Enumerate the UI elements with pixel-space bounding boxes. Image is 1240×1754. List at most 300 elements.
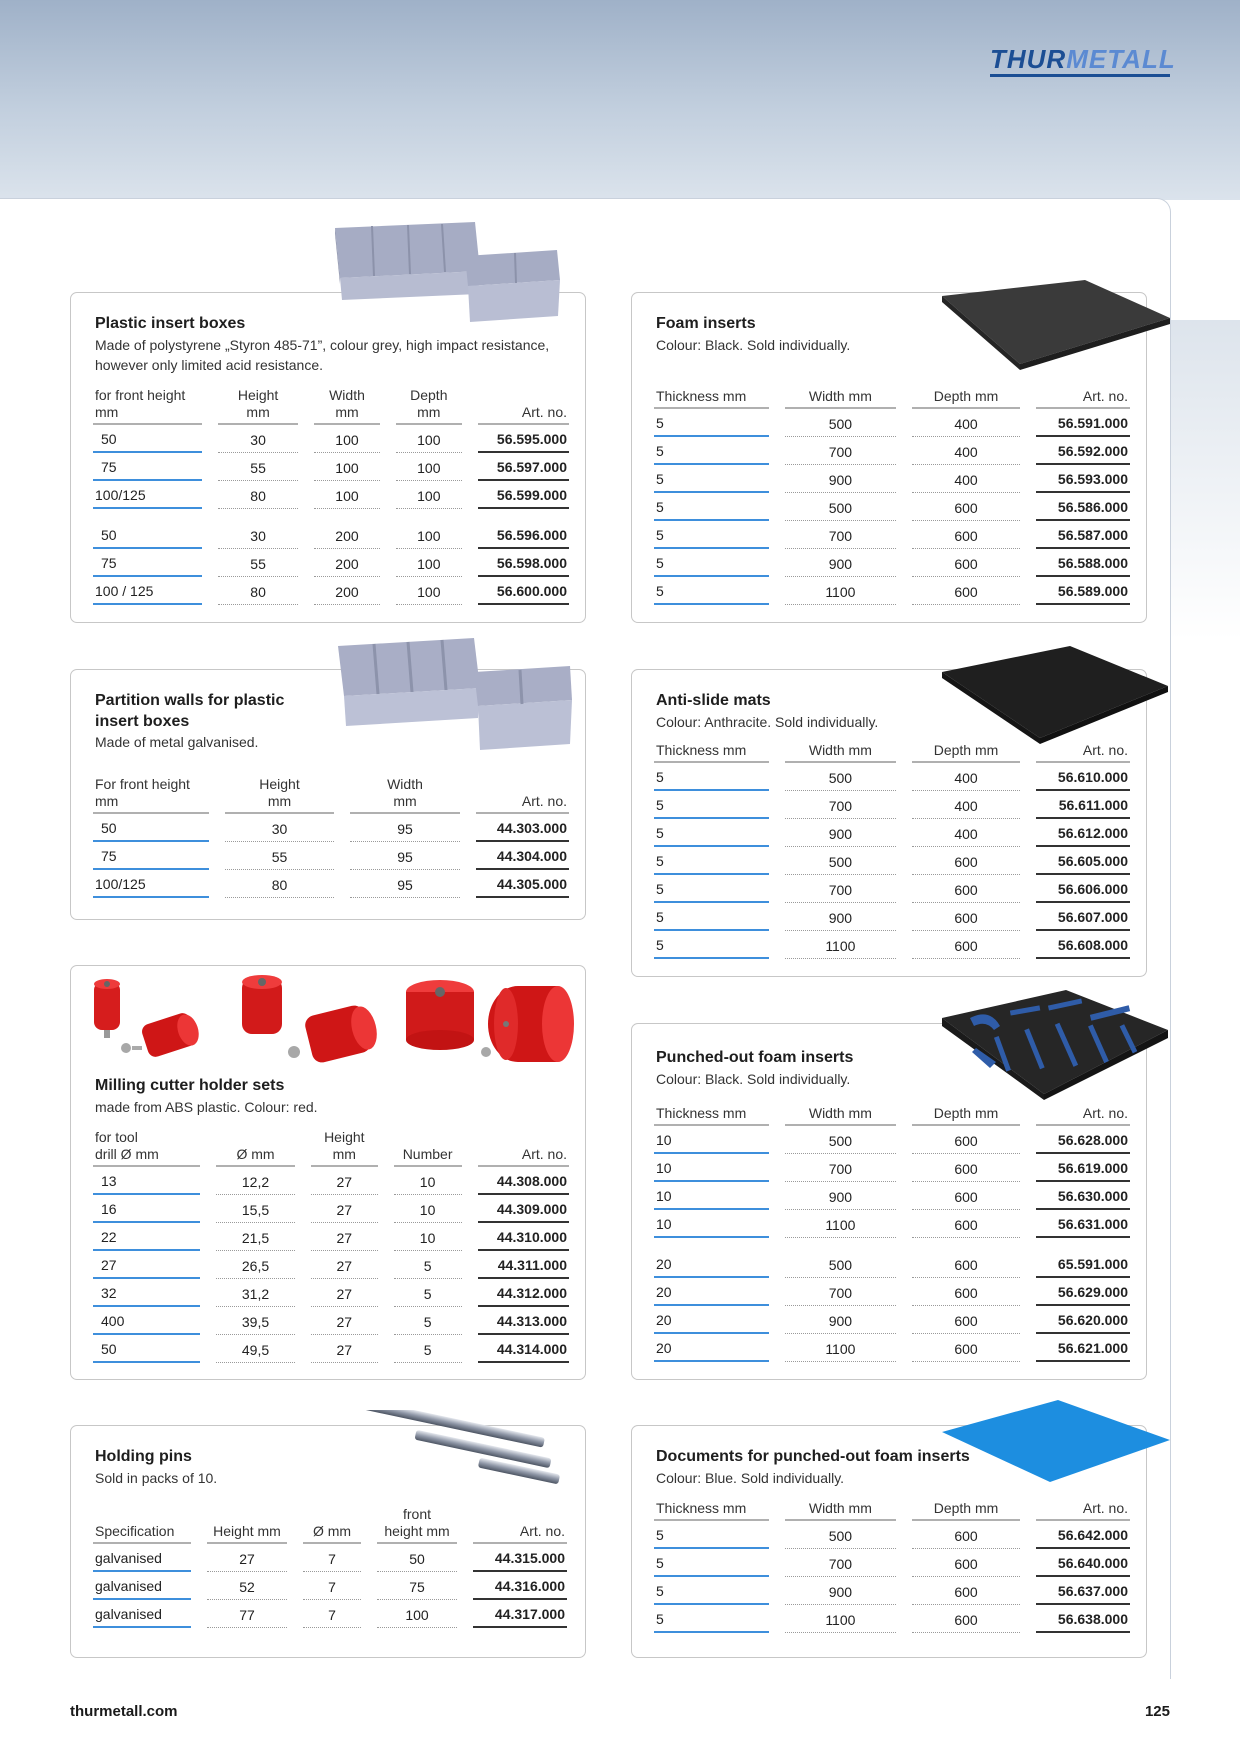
table-cell: galvanised (93, 1600, 191, 1628)
article-number: 56.628.000 (1036, 1126, 1130, 1154)
table-cell: 5 (654, 931, 769, 959)
plastic-boxes-photo (330, 216, 565, 326)
article-number: 56.593.000 (1036, 465, 1130, 493)
table-cell: 600 (912, 549, 1021, 577)
table-header-row (93, 1506, 567, 1544)
table-cell: 5 (654, 1549, 769, 1577)
partition-walls-photo (334, 632, 574, 754)
table-cell: 600 (912, 1549, 1021, 1577)
header-band (0, 0, 1240, 200)
table-cell: 5 (654, 1521, 769, 1549)
table-cell: 200 (314, 521, 380, 549)
table-cell: 95 (350, 870, 459, 898)
logo-part-2: METALL (1066, 44, 1176, 74)
column-header: For front height mm (93, 776, 209, 814)
table-cell: 5 (654, 521, 769, 549)
table-row (654, 437, 1130, 465)
table-cell: galvanised (93, 1544, 191, 1572)
article-number: 56.592.000 (1036, 437, 1130, 465)
table-row (93, 1544, 567, 1572)
spec-table (638, 742, 1146, 959)
table-cell: 30 (218, 425, 298, 453)
table-cell: 10 (654, 1154, 769, 1182)
table-cell: 52 (207, 1572, 287, 1600)
article-number: 44.309.000 (478, 1195, 569, 1223)
table-cell: 5 (394, 1307, 462, 1335)
table-cell: 100 (314, 481, 380, 509)
table-row (654, 903, 1130, 931)
table-cell: 32 (93, 1279, 200, 1307)
table-cell: 5 (654, 763, 769, 791)
table-row (654, 1182, 1130, 1210)
table-cell: 600 (912, 1334, 1021, 1362)
table-row (654, 763, 1130, 791)
column-header: Depth mm (912, 1105, 1021, 1126)
card-title: Punched-out foam inserts (656, 1049, 854, 1066)
article-number: 65.591.000 (1036, 1250, 1130, 1278)
article-number: 56.591.000 (1036, 409, 1130, 437)
table-header-row (654, 1500, 1130, 1521)
table-cell: 700 (785, 875, 896, 903)
table-cell: 100/125 (93, 481, 202, 509)
table-cell: 900 (785, 819, 896, 847)
table-header-row (654, 742, 1130, 763)
article-number: 56.631.000 (1036, 1210, 1130, 1238)
row-spacer (654, 1238, 1130, 1250)
table-row (93, 549, 569, 577)
table-cell: 27 (311, 1167, 378, 1195)
column-header: Art. no. (476, 776, 569, 814)
column-header: Width mm (350, 776, 459, 814)
card-description: Colour: Black. Sold individually. (656, 337, 851, 353)
table-cell: 700 (785, 1549, 896, 1577)
column-header: Art. no. (478, 387, 569, 425)
table-cell: 22 (93, 1223, 200, 1251)
column-header: Height mm (311, 1129, 378, 1167)
table-row (93, 425, 569, 453)
table-row (654, 791, 1130, 819)
article-number: 56.638.000 (1036, 1605, 1130, 1633)
table-row (93, 1251, 569, 1279)
table-cell: 100 (314, 425, 380, 453)
article-number: 56.606.000 (1036, 875, 1130, 903)
table-cell: 5 (654, 577, 769, 605)
table-cell: 100 (396, 481, 462, 509)
table-cell: 500 (785, 847, 896, 875)
article-number: 56.589.000 (1036, 577, 1130, 605)
table-cell: 80 (218, 481, 298, 509)
column-header: Height mm (218, 387, 298, 425)
table-cell: 400 (912, 763, 1021, 791)
card-title: Plastic insert boxes (95, 315, 246, 332)
table-cell: 1100 (785, 931, 896, 959)
table-cell: 55 (218, 453, 298, 481)
table-header-row (93, 776, 569, 814)
table-header-row (93, 1129, 569, 1167)
table-cell: 700 (785, 1154, 896, 1182)
table-cell: 200 (314, 549, 380, 577)
table-cell: 100 / 125 (93, 577, 202, 605)
table-cell: 15,5 (216, 1195, 295, 1223)
table-row (654, 1334, 1130, 1362)
table-cell: 900 (785, 1306, 896, 1334)
column-header: Art. no. (473, 1506, 567, 1544)
table-row (93, 1600, 567, 1628)
row-spacer (93, 509, 569, 521)
table-cell: 5 (654, 549, 769, 577)
table-cell: 400 (912, 819, 1021, 847)
table-cell: 400 (912, 465, 1021, 493)
table-row (654, 931, 1130, 959)
table-cell: 5 (654, 791, 769, 819)
column-header: for tool drill Ø mm (93, 1129, 200, 1167)
table-cell: 30 (218, 521, 298, 549)
column-header: Thickness mm (654, 1500, 769, 1521)
column-header: Thickness mm (654, 388, 769, 409)
article-number: 56.611.000 (1036, 791, 1130, 819)
article-number: 44.317.000 (473, 1600, 567, 1628)
table-cell: 95 (350, 814, 459, 842)
article-number: 44.310.000 (478, 1223, 569, 1251)
table-cell: 900 (785, 549, 896, 577)
article-number: 44.305.000 (476, 870, 569, 898)
card-description: Colour: Black. Sold individually. (656, 1071, 851, 1087)
table-cell: 600 (912, 1306, 1021, 1334)
table-cell: 600 (912, 903, 1021, 931)
column-header: Thickness mm (654, 1105, 769, 1126)
table-cell: 75 (93, 549, 202, 577)
column-header: Height mm (207, 1506, 287, 1544)
article-number: 56.596.000 (478, 521, 569, 549)
table-cell: 400 (912, 791, 1021, 819)
table-cell: 50 (377, 1544, 457, 1572)
table-cell: 500 (785, 409, 896, 437)
column-header: Art. no. (1036, 1105, 1130, 1126)
page-number: 125 (1144, 1703, 1170, 1720)
column-header: Art. no. (1036, 1500, 1130, 1521)
table-cell: 100/125 (93, 870, 209, 898)
column-header: Depth mm (912, 742, 1021, 763)
table-cell: 10 (394, 1195, 462, 1223)
table-row (93, 521, 569, 549)
table-cell: 700 (785, 521, 896, 549)
article-number: 56.595.000 (478, 425, 569, 453)
table-cell: 600 (912, 847, 1021, 875)
table-cell: 400 (912, 409, 1021, 437)
article-number: 44.303.000 (476, 814, 569, 842)
anti-slide-mat-photo (940, 644, 1172, 744)
spec-table (638, 1500, 1146, 1633)
table-row (93, 453, 569, 481)
article-number: 56.637.000 (1036, 1577, 1130, 1605)
table-cell: 27 (207, 1544, 287, 1572)
table-cell: 5 (394, 1279, 462, 1307)
article-number: 56.600.000 (478, 577, 569, 605)
table-row (93, 1335, 569, 1363)
holding-pins-photo (352, 1410, 566, 1500)
article-number: 56.612.000 (1036, 819, 1130, 847)
milling-holders-photo (88, 972, 574, 1072)
table-row (654, 1549, 1130, 1577)
table-cell: 49,5 (216, 1335, 295, 1363)
table-cell: 75 (93, 842, 209, 870)
table-cell: 500 (785, 493, 896, 521)
table-cell: 10 (654, 1182, 769, 1210)
table-cell: 75 (93, 453, 202, 481)
logo-underline (990, 74, 1170, 77)
table-header-row (654, 388, 1130, 409)
article-number: 56.607.000 (1036, 903, 1130, 931)
article-number: 56.608.000 (1036, 931, 1130, 959)
table-cell: 600 (912, 1154, 1021, 1182)
table-cell: 20 (654, 1250, 769, 1278)
spec-table (77, 1129, 585, 1363)
table-cell: 100 (396, 425, 462, 453)
table-cell: 600 (912, 1250, 1021, 1278)
article-number: 44.315.000 (473, 1544, 567, 1572)
table-cell: 100 (377, 1600, 457, 1628)
table-cell: 1100 (785, 1210, 896, 1238)
foam-insert-photo (940, 278, 1172, 370)
table-cell: 55 (218, 549, 298, 577)
table-cell: 700 (785, 1278, 896, 1306)
table-cell: 30 (225, 814, 335, 842)
card-title: Milling cutter holder sets (95, 1077, 285, 1094)
table-cell: 27 (93, 1251, 200, 1279)
table-row (93, 1572, 567, 1600)
table-cell: 600 (912, 1521, 1021, 1549)
column-header: Ø mm (216, 1129, 295, 1167)
table-cell: 27 (311, 1251, 378, 1279)
table-cell: 10 (394, 1223, 462, 1251)
column-header: Width mm (785, 1105, 896, 1126)
table-cell: 500 (785, 1250, 896, 1278)
table-cell: 600 (912, 493, 1021, 521)
column-header: Art. no. (1036, 742, 1130, 763)
column-header: Depth mm (912, 1500, 1021, 1521)
column-header: Depth mm (912, 388, 1021, 409)
table-cell: 600 (912, 1278, 1021, 1306)
table-cell: 5 (654, 1577, 769, 1605)
table-cell: 75 (377, 1572, 457, 1600)
spec-table (638, 388, 1146, 605)
article-number: 56.610.000 (1036, 763, 1130, 791)
table-cell: 5 (654, 465, 769, 493)
table-cell: 80 (225, 870, 335, 898)
card-title: Holding pins (95, 1448, 192, 1465)
table-row (654, 1250, 1130, 1278)
article-number: 56.587.000 (1036, 521, 1130, 549)
table-row (93, 870, 569, 898)
table-row (654, 1521, 1130, 1549)
table-row (654, 493, 1130, 521)
table-row (93, 1167, 569, 1195)
table-cell: 12,2 (216, 1167, 295, 1195)
article-number: 44.313.000 (478, 1307, 569, 1335)
column-header: Depth mm (396, 387, 462, 425)
table-cell: 100 (396, 577, 462, 605)
table-cell: 200 (314, 577, 380, 605)
article-number: 44.316.000 (473, 1572, 567, 1600)
table-row (654, 1278, 1130, 1306)
table-row (654, 1605, 1130, 1633)
table-cell: 400 (912, 437, 1021, 465)
table-row (93, 1307, 569, 1335)
column-header: Width mm (314, 387, 380, 425)
table-row (654, 549, 1130, 577)
table-cell: 21,5 (216, 1223, 295, 1251)
punched-foam-insert-photo (940, 988, 1172, 1100)
table-row (654, 577, 1130, 605)
card-title: insert boxes (95, 713, 190, 730)
table-cell: 31,2 (216, 1279, 295, 1307)
table-cell: 5 (654, 1605, 769, 1633)
table-cell: 50 (93, 521, 202, 549)
column-header: Art. no. (1036, 388, 1130, 409)
column-header: Width mm (785, 1500, 896, 1521)
table-cell: 95 (350, 842, 459, 870)
table-cell: 600 (912, 521, 1021, 549)
article-number: 56.621.000 (1036, 1334, 1130, 1362)
table-cell: 10 (654, 1210, 769, 1238)
card-description: Sold in packs of 10. (95, 1470, 218, 1486)
article-number: 56.629.000 (1036, 1278, 1130, 1306)
card-title: Anti-slide mats (656, 692, 771, 709)
column-header: Width mm (785, 388, 896, 409)
table-cell: 27 (311, 1223, 378, 1251)
table-cell: 600 (912, 1577, 1021, 1605)
table-row (654, 521, 1130, 549)
table-cell: 600 (912, 1605, 1021, 1633)
table-cell: 100 (396, 453, 462, 481)
table-row (654, 1126, 1130, 1154)
table-row (654, 1154, 1130, 1182)
column-header: Art. no. (478, 1129, 569, 1167)
table-cell: 5 (394, 1251, 462, 1279)
column-header: Height mm (225, 776, 335, 814)
side-gradient (1171, 320, 1240, 640)
table-row (93, 1279, 569, 1307)
table-cell: 400 (93, 1307, 200, 1335)
table-row (93, 577, 569, 605)
table-cell: 500 (785, 763, 896, 791)
article-number: 44.312.000 (478, 1279, 569, 1307)
table-cell: 5 (654, 819, 769, 847)
table-cell: 26,5 (216, 1251, 295, 1279)
column-header: Ø mm (303, 1506, 361, 1544)
table-cell: 20 (654, 1306, 769, 1334)
table-cell: 1100 (785, 1605, 896, 1633)
table-cell: 900 (785, 1577, 896, 1605)
table-cell: 7 (303, 1572, 361, 1600)
table-cell: 5 (654, 903, 769, 931)
table-row (654, 819, 1130, 847)
table-cell: 5 (654, 409, 769, 437)
table-row (93, 1195, 569, 1223)
article-number: 44.308.000 (478, 1167, 569, 1195)
table-cell: 600 (912, 875, 1021, 903)
table-cell: galvanised (93, 1572, 191, 1600)
table-cell: 16 (93, 1195, 200, 1223)
article-number: 56.588.000 (1036, 549, 1130, 577)
article-number: 44.311.000 (478, 1251, 569, 1279)
table-cell: 1100 (785, 577, 896, 605)
article-number: 44.314.000 (478, 1335, 569, 1363)
column-header: Specification (93, 1506, 191, 1544)
table-cell: 600 (912, 1182, 1021, 1210)
spec-table (77, 1506, 583, 1628)
table-cell: 50 (93, 814, 209, 842)
table-row (654, 1577, 1130, 1605)
table-header-row (654, 1105, 1130, 1126)
table-cell: 100 (396, 549, 462, 577)
article-number: 56.597.000 (478, 453, 569, 481)
table-cell: 600 (912, 931, 1021, 959)
column-header: Thickness mm (654, 742, 769, 763)
table-cell: 7 (303, 1544, 361, 1572)
table-cell: 100 (396, 521, 462, 549)
table-row (654, 1210, 1130, 1238)
table-cell: 5 (394, 1335, 462, 1363)
table-cell: 1100 (785, 1334, 896, 1362)
card-description: Made of polystyrene „Styron 485-71”, colour grey, high impact resistance, (95, 337, 550, 353)
article-number: 56.598.000 (478, 549, 569, 577)
documents-foam-insert-photo (940, 1398, 1172, 1484)
table-cell: 27 (311, 1307, 378, 1335)
brand-logo[interactable] (990, 44, 1176, 74)
spec-table (638, 1105, 1146, 1362)
logo-part-1: THUR (990, 44, 1067, 74)
table-cell: 77 (207, 1600, 287, 1628)
spec-table (77, 387, 585, 605)
article-number: 56.599.000 (478, 481, 569, 509)
card-title: Documents for punched-out foam inserts (656, 1448, 970, 1465)
table-row (654, 465, 1130, 493)
table-cell: 700 (785, 791, 896, 819)
table-row (654, 847, 1130, 875)
table-cell: 500 (785, 1126, 896, 1154)
table-row (93, 1223, 569, 1251)
table-cell: 900 (785, 465, 896, 493)
footer-url[interactable]: thurmetall.com (70, 1703, 178, 1720)
table-cell: 13 (93, 1167, 200, 1195)
table-cell: 600 (912, 1210, 1021, 1238)
card-plastic-insert-boxes (70, 292, 586, 623)
column-header: Number (394, 1129, 462, 1167)
table-cell: 5 (654, 437, 769, 465)
spec-table (77, 776, 585, 898)
article-number: 56.630.000 (1036, 1182, 1130, 1210)
table-cell: 27 (311, 1195, 378, 1223)
article-number: 56.620.000 (1036, 1306, 1130, 1334)
article-number: 56.605.000 (1036, 847, 1130, 875)
card-title: Foam inserts (656, 315, 756, 332)
column-header: front height mm (377, 1506, 457, 1544)
table-cell: 27 (311, 1335, 378, 1363)
table-cell: 900 (785, 903, 896, 931)
column-header: Width mm (785, 742, 896, 763)
table-cell: 900 (785, 1182, 896, 1210)
table-row (654, 409, 1130, 437)
card-description: Colour: Anthracite. Sold individually. (656, 714, 879, 730)
table-cell: 5 (654, 875, 769, 903)
table-row (93, 481, 569, 509)
table-cell: 10 (654, 1126, 769, 1154)
table-row (93, 842, 569, 870)
table-cell: 55 (225, 842, 335, 870)
article-number: 44.304.000 (476, 842, 569, 870)
table-cell: 20 (654, 1334, 769, 1362)
